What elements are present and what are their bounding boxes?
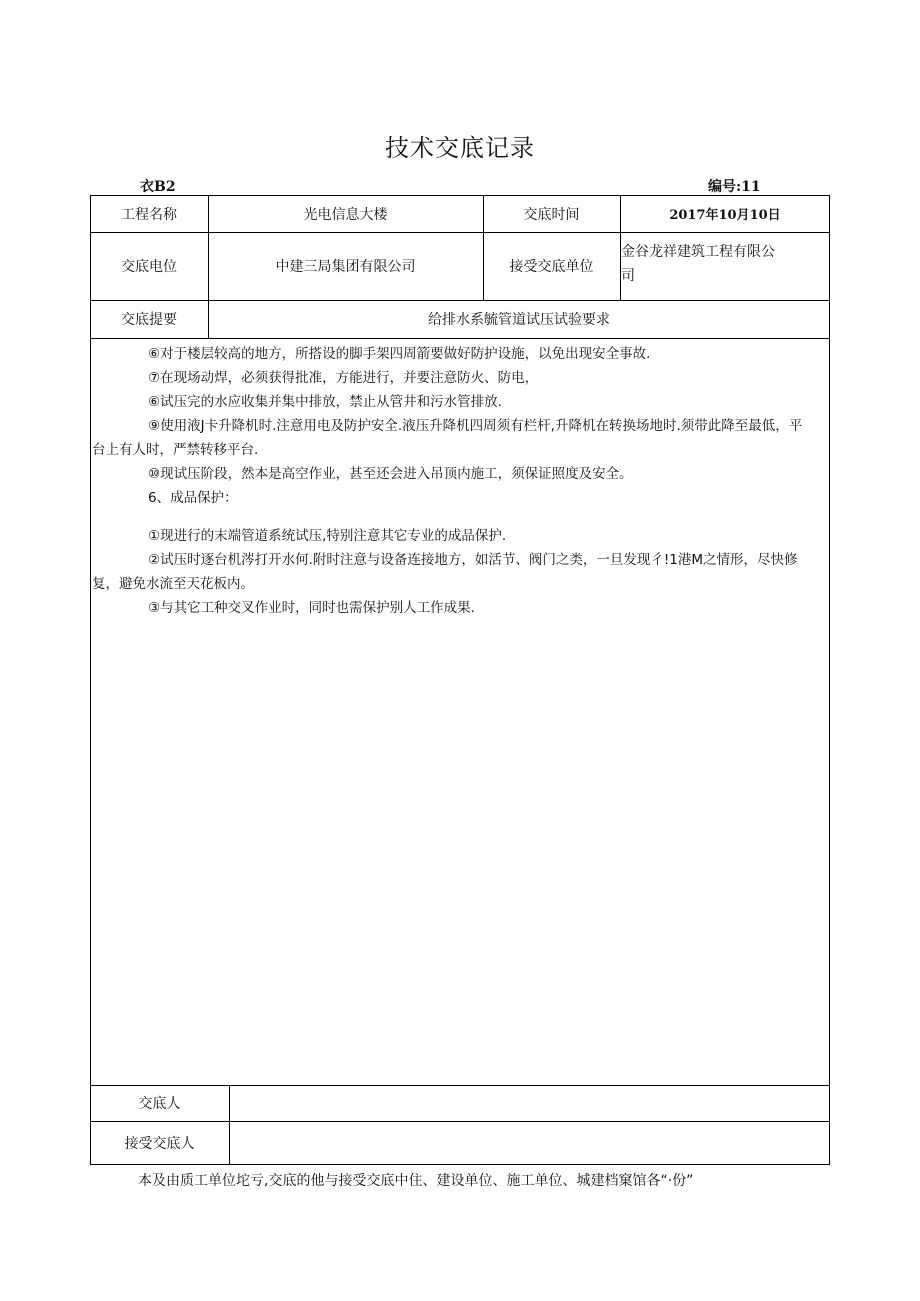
record-table	[90, 195, 830, 1165]
content-line: ①现进行的末端管道系统试压,特别注意其它专业的成品保护.	[148, 528, 507, 544]
issuer-signature-label: 交底人	[138, 1096, 181, 1112]
content-line: 台上有人时，严禁转移平台.	[92, 442, 259, 458]
content-line: ⑨使用液J卡升降机时.注意用电及防护安全.液压升降机四周须有栏杆,升降机在转换场地时.须带此降至最低，平	[148, 418, 803, 434]
issuer-signature-field[interactable]	[230, 1086, 829, 1121]
content-line: ⑥试压完的水应收集并集中排放，禁止从管井和污水管排放.	[148, 394, 502, 410]
content-line: ⑥对于楼层较高的地方，所搭设的脚手架四周箭要做好防护设施，以免出现安全事故.	[148, 346, 651, 362]
content-line: 复，避免水流至天花板内。	[92, 576, 254, 592]
form-code: 衣B2	[140, 179, 176, 195]
project-name-label: 工程名称	[121, 206, 177, 223]
receiver-signature-label: 接受交底人	[124, 1136, 195, 1152]
page-title: 技术交底记录	[385, 134, 535, 162]
summary-label: 交底提要	[121, 312, 177, 328]
section-heading: 6、成品保护：	[148, 490, 238, 506]
receiver-signature-field[interactable]	[230, 1122, 829, 1165]
content-line: ②试压时逐台机涔打开水何.附时注意与设备连接地方，如活节、阀门之类，一旦发现彳!1港M之情形，尽快修	[148, 552, 798, 568]
project-name-value: 光电信息大楼	[303, 206, 388, 223]
issuer-label: 交底电位	[121, 259, 177, 275]
receiver-value-line-2: 司	[621, 268, 635, 284]
receiver-value	[621, 240, 829, 288]
receiver-value-line-1: 金谷龙祥建筑工程有限公	[621, 244, 775, 260]
spacer	[92, 510, 822, 524]
receiver-label: 接受交底单位	[509, 259, 594, 275]
time-value: 2017年10月10日	[669, 208, 781, 223]
document-number: 编号:11	[708, 179, 761, 195]
time-label: 交底时间	[523, 206, 580, 223]
content-line: ⑦在现场动焊，必须获得批准，方能进行，并要注意防火、防电，	[148, 370, 539, 386]
content-line: ③与其它工种交叉作业时，同时也需保护别人工作成果.	[148, 600, 475, 616]
summary-value: 给排水系毓管道试压试验要求	[428, 312, 610, 328]
footer-note: 本及由质工单位坨亏,交底的他与接受交底中住、建设单位、施工单位、城建档窠馆各“·份”	[138, 1173, 694, 1189]
disclosure-content	[92, 342, 822, 620]
row-divider	[90, 338, 830, 339]
issuer-value: 中建三局集团有限公司	[275, 259, 416, 275]
content-line: ⑩现试压阶段，然本是高空作业，甚至还会进入吊顶内施工，须保证照度及安全。	[148, 466, 633, 482]
